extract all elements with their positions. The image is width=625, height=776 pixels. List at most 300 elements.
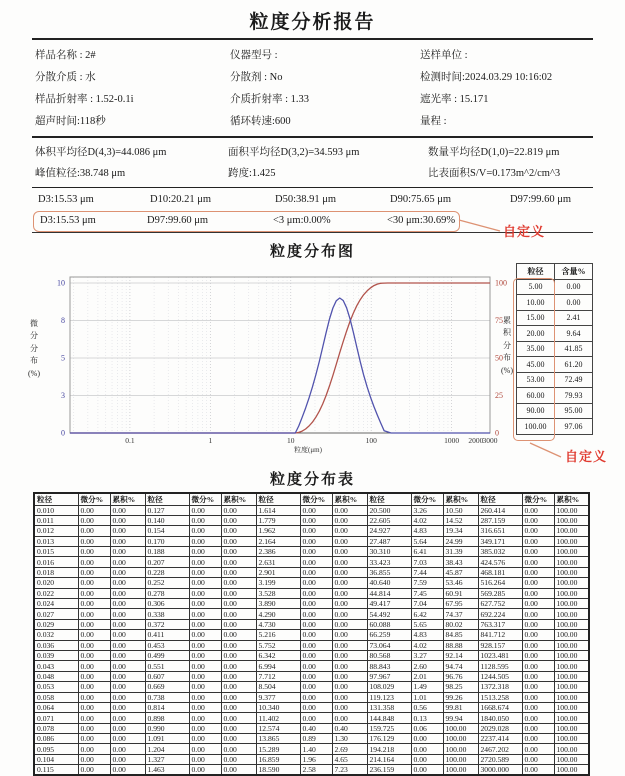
side-table-cell: 0.00 [555,295,593,311]
dist-table-cell: 0.56 [411,702,443,712]
dist-table-cell: 0.039 [34,650,78,660]
dist-table-cell: 0.00 [411,754,443,764]
dist-table-cell: 0.00 [221,671,256,681]
dist-table-cell: 0.00 [522,713,554,723]
dist-table-cell: 1.204 [145,744,189,754]
dist-table-cell: 0.00 [189,609,221,619]
dist-table-cell: 92.14 [443,650,478,660]
dist-table-cell: 0.738 [145,692,189,702]
dist-table-cell: 0.00 [189,661,221,671]
dist-table-cell: 0.00 [221,609,256,619]
dist-table-cell: 100.00 [554,692,589,702]
table-title: 粒度分布表 [269,472,355,488]
dist-table-cell: 54.492 [367,609,411,619]
dist-table-cell: 692.224 [478,609,522,619]
dist-table-cell: 0.058 [34,692,78,702]
side-table-cell: 53.00 [517,372,555,388]
dist-table-cell: 0.00 [221,526,256,536]
dist-table-cell: 0.00 [522,547,554,557]
dist-table-cell: 0.00 [332,650,367,660]
dist-table-cell: 119.123 [367,692,411,702]
dist-table-cell: 99.94 [443,713,478,723]
dist-table-cell: 100.00 [554,609,589,619]
dist-table-header: 微分% [411,493,443,505]
dist-table-cell: 0.00 [522,650,554,660]
dist-table-cell: 0.00 [221,505,256,515]
dist-table-cell: 24.99 [443,536,478,546]
dist-table-cell: 0.00 [221,765,256,776]
dist-table-cell: 763.317 [478,619,522,629]
dist-table-cell: 0.00 [78,671,110,681]
dist-table-cell: 100.00 [554,547,589,557]
dist-table-row [34,661,589,671]
dist-table-cell: 6.994 [256,661,300,671]
dist-table-cell: 100.00 [554,588,589,598]
dist-table-cell: 6.42 [411,609,443,619]
dist-table-cell: 2467.202 [478,744,522,754]
dist-table-cell: 0.00 [332,536,367,546]
dist-table-cell: 0.00 [522,578,554,588]
dist-table-cell: 7.712 [256,671,300,681]
dist-table-cell: 0.00 [221,536,256,546]
dist-table-cell: 4.65 [332,754,367,764]
dist-table-cell: 0.00 [300,505,332,515]
dist-table-cell: 0.095 [34,744,78,754]
average-field: 数量平均径D(1,0)=22.819 μm [428,147,560,158]
dist-table-cell: 2.60 [411,661,443,671]
side-table-cell: 60.00 [517,388,555,404]
dist-table-cell: 0.00 [300,692,332,702]
dist-table-cell: 0.00 [110,744,145,754]
dist-table-cell: 0.00 [522,557,554,567]
dist-table-cell: 44.814 [367,588,411,598]
dist-table-cell: 0.00 [78,682,110,692]
dist-table-row [34,713,589,723]
svg-text:10: 10 [287,436,295,445]
dist-table-cell: 0.411 [145,630,189,640]
dist-table-row [34,567,589,577]
dist-table-cell: 0.00 [78,567,110,577]
dist-table-cell: 100.00 [554,650,589,660]
dist-table-cell: 349.171 [478,536,522,546]
dist-table-header: 粒径 [34,493,78,505]
dist-table-cell: 100.00 [443,765,478,776]
dist-table-cell: 0.00 [78,713,110,723]
side-table-cell: 45.00 [517,357,555,373]
dist-table-cell: 0.086 [34,734,78,744]
dist-table-cell: 0.00 [300,599,332,609]
dist-table-cell: 100.00 [554,619,589,629]
dist-table-cell: 0.00 [522,723,554,733]
dist-table-cell: 0.00 [110,765,145,776]
dist-table-cell: 0.00 [78,505,110,515]
dist-table-cell: 100.00 [554,723,589,733]
average-field: 跨度:1.425 [228,168,276,179]
dist-table-cell: 3000.000 [478,765,522,776]
dist-table-cell: 0.00 [110,536,145,546]
dist-table-cell: 99.81 [443,702,478,712]
dist-table-cell: 88.88 [443,640,478,650]
svg-text:100: 100 [495,278,507,288]
dist-table-cell: 0.00 [110,505,145,515]
custom-percentile-value: <3 μm:0.00% [273,215,331,226]
dist-table-cell: 0.00 [189,713,221,723]
percentile-value: D3:15.53 μm [38,194,94,205]
dist-table-cell: 0.00 [411,744,443,754]
custom-percentile-value: D97:99.60 μm [147,215,209,226]
dist-table-cell: 100.00 [554,754,589,764]
dist-table-cell: 2.386 [256,547,300,557]
side-table-cell: 72.49 [555,372,593,388]
dist-table-cell: 0.00 [189,557,221,567]
side-table-cell: 9.64 [555,326,593,342]
dist-table-cell: 0.00 [522,671,554,681]
dist-table-cell: 1.96 [300,754,332,764]
dist-table-cell: 0.00 [110,515,145,525]
dist-table-cell: 3.26 [411,505,443,515]
dist-table-cell: 100.00 [554,682,589,692]
dist-table-cell: 100.00 [554,630,589,640]
dist-table-cell: 0.00 [300,650,332,660]
custom-percentile-value: D3:15.53 μm [40,215,96,226]
dist-table-row [34,650,589,660]
dist-table-cell: 0.00 [522,619,554,629]
dist-table-cell: 0.207 [145,557,189,567]
info-field: 量程 : [420,116,447,127]
dist-table-cell: 0.00 [78,734,110,744]
dist-table-cell: 1513.258 [478,692,522,702]
dist-table-cell: 0.043 [34,661,78,671]
dist-table-cell: 0.071 [34,713,78,723]
dist-table-cell: 0.020 [34,578,78,588]
dist-table-cell: 0.00 [110,692,145,702]
dist-table-cell: 0.00 [221,640,256,650]
dist-table-cell: 0.140 [145,515,189,525]
dist-table-cell: 0.00 [110,702,145,712]
custom-annotation-label: 自定义 [565,449,608,464]
dist-table-cell: 0.00 [189,578,221,588]
svg-text:2000: 2000 [468,436,484,445]
dist-table-cell: 0.00 [110,578,145,588]
dist-table-cell: 0.00 [300,536,332,546]
dist-table-cell: 176.129 [367,734,411,744]
svg-text:0.1: 0.1 [125,436,135,445]
sample-info-grid [35,40,605,136]
dist-table-cell: 0.00 [221,754,256,764]
dist-table-cell: 5.64 [411,536,443,546]
right-axis-label: 累 积 分 布 (%) [501,316,513,375]
dist-table-cell: 0.00 [522,599,554,609]
dist-table-cell: 0.00 [78,661,110,671]
info-field: 检测时间:2024.03.29 10:16:02 [420,72,553,83]
dist-table-cell: 100.00 [554,515,589,525]
dist-table-cell: 0.00 [221,702,256,712]
dist-table-cell: 0.00 [522,640,554,650]
dist-table-row [34,692,589,702]
dist-table-cell: 0.00 [221,661,256,671]
info-field: 样品折射率 : 1.52-0.1i [35,94,134,105]
dist-table-cell: 7.04 [411,599,443,609]
dist-table-cell: 100.00 [443,754,478,764]
dist-table-cell: 0.278 [145,588,189,598]
dist-table-row [34,640,589,650]
dist-table-cell: 0.00 [78,578,110,588]
dist-table-cell: 0.00 [522,744,554,754]
dist-table-row [34,744,589,754]
dist-table-cell: 0.00 [522,526,554,536]
dist-table-row [34,754,589,764]
info-field: 介质折射率 : 1.33 [230,94,310,105]
dist-table-cell: 6.342 [256,650,300,660]
dist-table-cell: 0.00 [110,526,145,536]
dist-table-cell: 0.669 [145,682,189,692]
dist-table-cell: 316.651 [478,526,522,536]
dist-table-cell: 0.00 [78,536,110,546]
dist-table-cell: 15.289 [256,744,300,754]
dist-table-cell: 80.02 [443,619,478,629]
dist-table-cell: 0.00 [189,734,221,744]
dist-table-cell: 569.285 [478,588,522,598]
dist-table-cell: 0.00 [332,619,367,629]
percentile-row [38,188,605,210]
dist-table-cell: 0.372 [145,619,189,629]
dist-table-cell: 0.00 [522,661,554,671]
dist-table-cell: 1.614 [256,505,300,515]
dist-table-cell: 100.00 [554,536,589,546]
dist-table-cell: 0.053 [34,682,78,692]
dist-table-cell: 0.115 [34,765,78,776]
info-field: 分散剂 : No [230,72,283,83]
dist-table-header: 微分% [522,493,554,505]
side-table-header: 含量% [555,264,593,280]
dist-table-cell: 0.015 [34,547,78,557]
dist-table-cell: 0.00 [189,526,221,536]
dist-table-cell: 0.00 [189,723,221,733]
dist-table-cell: 0.018 [34,567,78,577]
dist-table-header: 累积% [443,493,478,505]
dist-table-cell: 100.00 [554,765,589,776]
dist-table-cell: 0.00 [332,661,367,671]
dist-table-cell: 0.00 [522,588,554,598]
svg-text:3000: 3000 [482,436,498,445]
info-field: 样品名称 : 2# [35,50,96,61]
dist-table-cell: 0.00 [522,630,554,640]
dist-table-cell: 0.00 [110,713,145,723]
dist-table-cell: 1128.595 [478,661,522,671]
dist-table-cell: 0.00 [78,599,110,609]
dist-table-cell: 1244.505 [478,671,522,681]
dist-table-row [34,526,589,536]
dist-table-cell: 60.91 [443,588,478,598]
side-table-cell: 97.06 [555,419,593,435]
dist-table-cell: 1840.050 [478,713,522,723]
dist-table-cell: 0.00 [189,505,221,515]
dist-table-cell: 0.00 [189,619,221,629]
dist-table-header: 微分% [300,493,332,505]
average-field: 体积平均径D(4,3)=44.086 μm [35,147,167,158]
dist-table-cell: 0.00 [332,567,367,577]
dist-table-cell: 33.423 [367,557,411,567]
dist-table-cell: 0.607 [145,671,189,681]
side-table-cell: 2.41 [555,310,593,326]
dist-table-cell: 0.00 [189,744,221,754]
side-table-cell: 5.00 [517,279,555,295]
chart-title: 粒度分布图 [269,244,355,260]
dist-table-cell: 1372.318 [478,682,522,692]
dist-table-cell: 260.414 [478,505,522,515]
dist-table-cell: 0.027 [34,609,78,619]
dist-table-cell: 424.576 [478,557,522,567]
percentile-value: D10:20.21 μm [150,194,212,205]
info-field: 循环转速:600 [230,116,291,127]
dist-table-cell: 0.00 [110,650,145,660]
dist-table-cell: 0.00 [332,671,367,681]
dist-table-cell: 0.00 [221,515,256,525]
dist-table-cell: 1.779 [256,515,300,525]
dist-table-cell: 627.752 [478,599,522,609]
dist-table-cell: 159.725 [367,723,411,733]
dist-table-cell: 0.00 [78,526,110,536]
dist-table-cell: 928.157 [478,640,522,650]
dist-table-cell: 0.00 [78,744,110,754]
svg-text:1: 1 [208,436,213,445]
dist-table-cell: 0.00 [189,702,221,712]
dist-table-cell: 99.26 [443,692,478,702]
dist-table-cell: 0.00 [411,765,443,776]
dist-table-cell: 13.865 [256,734,300,744]
side-table-cell: 10.00 [517,295,555,311]
dist-table-cell: 0.048 [34,671,78,681]
dist-table-cell: 0.00 [78,640,110,650]
side-table-cell: 79.93 [555,388,593,404]
dist-table-cell: 7.03 [411,557,443,567]
dist-table-cell: 0.00 [110,567,145,577]
dist-table-cell: 0.00 [78,557,110,567]
dist-table-cell: 0.012 [34,526,78,536]
dist-table-header: 累积% [221,493,256,505]
dist-table-cell: 0.00 [522,734,554,744]
dist-table-cell: 20.500 [367,505,411,515]
dist-table-cell: 0.00 [300,578,332,588]
dist-table-cell: 0.154 [145,526,189,536]
percentile-value: D90:75.65 μm [390,194,452,205]
dist-table-cell: 14.52 [443,515,478,525]
dist-table-cell: 0.551 [145,661,189,671]
dist-table-cell: 0.338 [145,609,189,619]
dist-table-cell: 0.00 [522,702,554,712]
dist-table-cell: 4.83 [411,630,443,640]
dist-table-cell: 96.76 [443,671,478,681]
dist-table-cell: 2.164 [256,536,300,546]
dist-table-cell: 0.00 [78,588,110,598]
dist-table-cell: 0.06 [411,723,443,733]
dist-table-cell: 66.259 [367,630,411,640]
dist-table-cell: 0.036 [34,640,78,650]
dist-table-cell: 0.00 [110,671,145,681]
side-table-cell: 61.20 [555,357,593,373]
dist-table-cell: 0.010 [34,505,78,515]
dist-table-cell: 0.00 [189,515,221,525]
dist-table-cell: 0.00 [189,765,221,776]
dist-table-cell: 1.01 [411,692,443,702]
dist-table-cell: 0.499 [145,650,189,660]
side-table-cell: 15.00 [517,310,555,326]
dist-table-cell: 0.00 [78,765,110,776]
custom-row-highlight-box [33,211,460,232]
dist-table-cell: 100.00 [554,567,589,577]
dist-table-cell: 2237.414 [478,734,522,744]
dist-table-cell: 2.58 [300,765,332,776]
dist-table-cell: 0.064 [34,702,78,712]
dist-table-cell: 74.37 [443,609,478,619]
dist-table-cell: 5.216 [256,630,300,640]
dist-table-cell: 0.00 [189,682,221,692]
dist-table-cell: 100.00 [554,526,589,536]
dist-table-cell: 3.890 [256,599,300,609]
dist-table-cell: 0.00 [332,713,367,723]
dist-table-cell: 0.00 [300,630,332,640]
dist-table-cell: 100.00 [554,702,589,712]
dist-table-cell: 516.264 [478,578,522,588]
dist-table-cell: 194.218 [367,744,411,754]
dist-table-cell: 0.00 [332,630,367,640]
dist-table-cell: 27.487 [367,536,411,546]
dist-table-cell: 94.74 [443,661,478,671]
dist-table-cell: 841.712 [478,630,522,640]
dist-table-cell: 0.00 [300,557,332,567]
dist-table-cell: 0.00 [110,547,145,557]
dist-table-row [34,723,589,733]
custom-annotation-label: 自定义 [503,224,546,239]
average-field: 面积平均径D(3,2)=34.593 μm [228,147,360,158]
dist-table-cell: 84.85 [443,630,478,640]
dist-table-cell: 0.078 [34,723,78,733]
custom-percentile-value: <30 μm:30.69% [387,215,456,226]
left-axis-label: 微 分 分 布 (%) [28,319,40,378]
dist-table-cell: 0.00 [110,599,145,609]
side-table-cell: 100.00 [517,419,555,435]
dist-table-cell: 60.088 [367,619,411,629]
svg-text:8: 8 [61,316,65,326]
side-table-cell: 0.00 [555,279,593,295]
dist-table-header: 累积% [554,493,589,505]
dist-table-row [34,630,589,640]
dist-table-cell: 0.228 [145,567,189,577]
svg-text:3: 3 [61,391,65,401]
dist-table-cell: 108.029 [367,682,411,692]
dist-table-cell: 0.252 [145,578,189,588]
dist-table-cell: 0.00 [522,692,554,702]
dist-table-cell: 0.00 [110,588,145,598]
dist-table-cell: 0.00 [189,671,221,681]
custom-percentile-section [0,210,625,240]
dist-table-cell: 98.25 [443,682,478,692]
dist-table-cell: 4.290 [256,609,300,619]
average-diameter-grid [35,138,605,187]
dist-table-cell: 0.00 [78,650,110,660]
dist-table-cell: 0.00 [221,578,256,588]
dist-table-cell: 0.00 [78,619,110,629]
dist-table-cell: 100.00 [443,744,478,754]
dist-table-cell: 49.417 [367,599,411,609]
dist-table-cell: 0.00 [332,640,367,650]
average-field: 比表面积S/V=0.173m^2/cm^3 [428,168,561,179]
dist-table-cell: 0.898 [145,713,189,723]
side-table-cell: 95.00 [555,403,593,419]
dist-table-cell: 0.00 [332,547,367,557]
dist-table-cell: 2.631 [256,557,300,567]
dist-table-cell: 7.44 [411,567,443,577]
